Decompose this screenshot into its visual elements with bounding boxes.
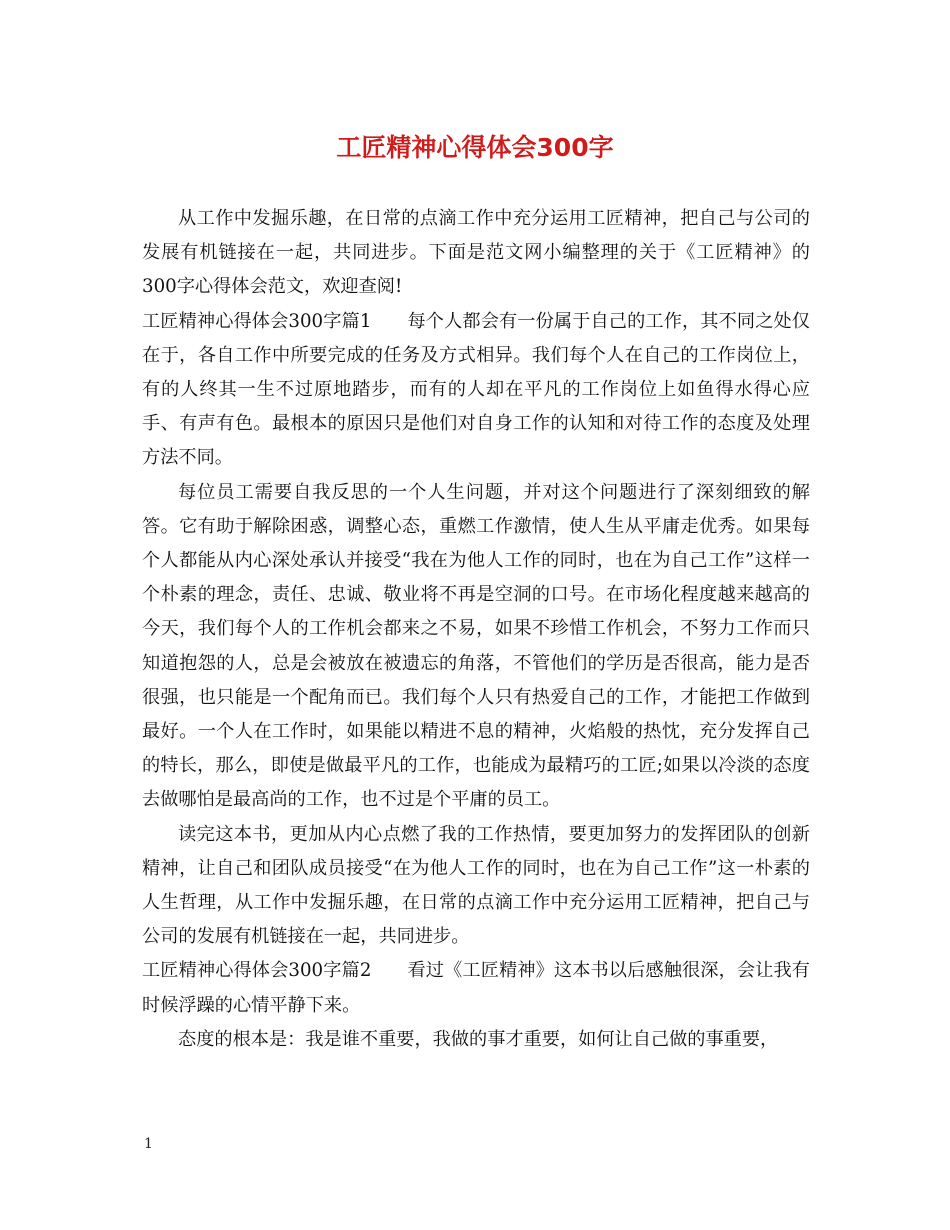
- section-1-paragraph-2: 读完这本书，更加从内心点燃了我的工作热情，要更加努力的发挥团队的创新精神，让自己和团队成员接受“在为他人工作的同时，也在为自己工作”这一朴素的人生哲理，从工作中发掘乐趣，在日常的点滴工作中充分运用工匠精神，把自己与公司的发展有机链接在一起，共同进步。: [142, 823, 810, 948]
- page-title: 工匠精神心得体会300字: [336, 133, 614, 162]
- section-1-heading: 工匠精神心得体会300字篇1: [142, 310, 372, 332]
- section-1-paragraph-1: 每位员工需要自我反思的一个人生问题，并对这个问题进行了深刻细致的解答。它有助于解除困惑，调整心态，重燃工作激情，使人生从平庸走优秀。如果每个人都能从内心深处承认并接受“我在为他人工作的同时，也在为自己工作”这样一个朴素的理念，责任、忠诚、敬业将不再是空洞的口号。在市场化程度越来越高的今天，我们每个人的工作机会都来之不易，如果不珍惜工作机会，不努力工作而只知道抱怨的人，总是会被放在被遗忘的角落，不管他们的学历是否很高，能力是否很强，也只能是一个配角而已。我们每个人只有热爱自己的工作，才能把工作做到最好。一个人在工作时，如果能以精进不息的精神，火焰般的热忱，充分发挥自己的特长，那么，即使是做最平凡的工作，也能成为最精巧的工匠;如果以冷淡的态度去做哪怕是最高尚的工作，也不过是个平庸的员工。: [142, 481, 810, 811]
- page-number: 1: [144, 1136, 153, 1152]
- section-2-lead: 看过《工匠精神》这本书以后感触很深，会让我有时候浮躁的心情平静下来。: [142, 960, 810, 1016]
- section-2-heading: 工匠精神心得体会300字篇2: [142, 960, 372, 982]
- intro-paragraph: 从工作中发掘乐趣，在日常的点滴工作中充分运用工匠精神，把自己与公司的发展有机链接在一起，共同进步。下面是范文网小编整理的关于《工匠精神》的300字心得体会范文，欢迎查阅!: [142, 208, 810, 298]
- document-body: [142, 202, 810, 1057]
- section-2-paragraph-1: 态度的根本是：我是谁不重要，我做的事才重要，如何让自己做的事重要，: [178, 1028, 779, 1050]
- section-1-lead: 每个人都会有一份属于自己的工作，其不同之处仅在于，各自工作中所要完成的任务及方式相异。我们每个人在自己的工作岗位上，有的人终其一生不过原地踏步，而有的人却在平凡的工作岗位上如鱼得水得心应手、有声有色。最根本的原因只是他们对自身工作的认知和对待工作的态度及处理方法不同。: [142, 310, 810, 469]
- section-1-lead-paragraph: [142, 305, 810, 476]
- section-2-lead-paragraph: [142, 954, 810, 1022]
